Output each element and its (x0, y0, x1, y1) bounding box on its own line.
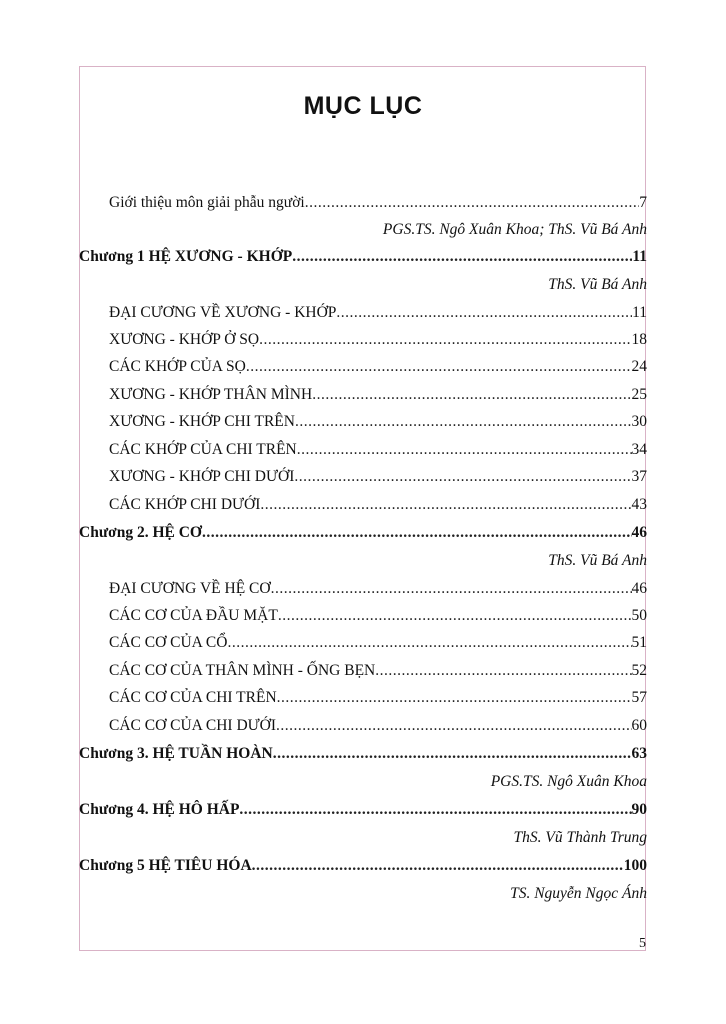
toc-entry-label: XƯƠNG - KHỚP Ở SỌ (109, 331, 260, 348)
toc-chapter-label: Chương 4. HỆ HÔ HẤP (79, 801, 240, 818)
toc-author: ThS. Vũ Bá Anh (548, 552, 647, 569)
toc-entry[interactable] (109, 412, 647, 432)
toc-entry-page: 52 (631, 662, 647, 679)
toc-entry[interactable] (109, 633, 647, 653)
toc-entry[interactable] (109, 357, 647, 377)
toc-chapter-page: 90 (631, 801, 647, 818)
toc-entry[interactable] (109, 579, 647, 599)
dot-leader (336, 303, 632, 323)
toc-entry-label: CÁC CƠ CỦA ĐẦU MẶT (109, 607, 278, 624)
toc-entry-label: CÁC KHỚP CỦA SỌ (109, 358, 246, 375)
toc-entry-label: CÁC CƠ CỦA CỔ (109, 634, 228, 651)
dot-leader (239, 800, 631, 820)
dot-leader (277, 688, 632, 708)
dot-leader (312, 385, 631, 405)
toc-entry-label: Giới thiệu môn giải phẫu người (109, 194, 305, 211)
toc-chapter-label: Chương 3. HỆ TUẦN HOÀN (79, 745, 273, 762)
dot-leader (252, 856, 624, 876)
toc-entry-label: CÁC KHỚP CHI DƯỚI (109, 496, 261, 513)
dot-leader (292, 247, 632, 267)
toc-entry-page: 24 (631, 358, 647, 375)
dot-leader (259, 330, 631, 350)
dot-leader (297, 440, 632, 460)
toc-chapter-page: 63 (631, 745, 647, 762)
toc-author: PGS.TS. Ngô Xuân Khoa; ThS. Vũ Bá Anh (382, 221, 647, 238)
toc-chapter[interactable] (79, 247, 647, 267)
toc-author: ThS. Vũ Bá Anh (548, 276, 647, 293)
toc-entry-label: CÁC KHỚP CỦA CHI TRÊN (109, 441, 297, 458)
toc-entry-page: 34 (631, 441, 647, 458)
toc-author: PGS.TS. Ngô Xuân Khoa (490, 773, 647, 790)
dot-leader (227, 633, 631, 653)
toc-chapter-page: 11 (632, 248, 647, 265)
toc-entry-page: 11 (632, 304, 647, 321)
toc-chapter-label: Chương 2. HỆ CƠ (79, 524, 202, 541)
toc-entry-page: 30 (631, 413, 647, 430)
dot-leader (202, 523, 632, 543)
toc-entry-page: 7 (639, 194, 647, 211)
toc-entry-page: 46 (631, 580, 647, 597)
toc-entry-label: XƯƠNG - KHỚP CHI DƯỚI (109, 468, 295, 485)
toc-entry[interactable] (109, 661, 647, 681)
toc-chapter[interactable] (79, 744, 647, 764)
toc-entry[interactable] (109, 688, 647, 708)
toc-entry-page: 43 (631, 496, 647, 513)
dot-leader (375, 661, 631, 681)
toc-entry-label: XƯƠNG - KHỚP THÂN MÌNH (109, 386, 313, 403)
page-number: 5 (639, 936, 646, 951)
toc-author: TS. Nguyễn Ngọc Ánh (510, 885, 647, 902)
toc-entry-page: 25 (631, 386, 647, 403)
dot-leader (273, 744, 632, 764)
toc-entry-page: 18 (631, 331, 647, 348)
toc-entry-label: ĐẠI CƯƠNG VỀ XƯƠNG - KHỚP (109, 304, 337, 321)
dot-leader (271, 579, 632, 599)
toc-entry-page: 50 (631, 607, 647, 624)
toc-entry-label: CÁC CƠ CỦA CHI TRÊN (109, 689, 277, 706)
dot-leader (305, 193, 640, 213)
toc-entry[interactable] (109, 385, 647, 405)
toc-chapter[interactable] (79, 523, 647, 543)
toc-entry-page: 60 (631, 717, 647, 734)
toc-entry-page: 57 (631, 689, 647, 706)
dot-leader (276, 716, 631, 736)
toc-chapter-page: 46 (631, 524, 647, 541)
dot-leader (278, 606, 632, 626)
toc-entry[interactable] (109, 606, 647, 626)
dot-leader (294, 467, 631, 487)
toc-chapter[interactable] (79, 800, 647, 820)
toc-entry[interactable] (109, 193, 647, 213)
toc-entry[interactable] (109, 440, 647, 460)
toc-chapter[interactable] (79, 856, 647, 876)
toc-chapter-label: Chương 5 HỆ TIÊU HÓA (79, 857, 252, 874)
dot-leader (246, 357, 632, 377)
toc-entry-page: 51 (631, 634, 647, 651)
toc-author: ThS. Vũ Thành Trung (513, 829, 647, 846)
toc-chapter-label: Chương 1 HỆ XƯƠNG - KHỚP (79, 248, 293, 265)
page-title: MỤC LỤC (303, 92, 423, 120)
toc-entry[interactable] (109, 716, 647, 736)
dot-leader (260, 495, 631, 515)
toc-entry[interactable] (109, 495, 647, 515)
dot-leader (295, 412, 632, 432)
toc-entry[interactable] (109, 303, 647, 323)
toc-chapter-page: 100 (623, 857, 647, 874)
toc-entry-label: CÁC CƠ CỦA THÂN MÌNH - ỐNG BẸN (109, 662, 376, 679)
toc-entry-label: XƯƠNG - KHỚP CHI TRÊN (109, 413, 295, 430)
toc-entry-label: ĐẠI CƯƠNG VỀ HỆ CƠ (109, 580, 271, 597)
toc-entry[interactable] (109, 330, 647, 350)
toc-entry[interactable] (109, 467, 647, 487)
toc-entry-label: CÁC CƠ CỦA CHI DƯỚI (109, 717, 277, 734)
toc-entry-page: 37 (631, 468, 647, 485)
